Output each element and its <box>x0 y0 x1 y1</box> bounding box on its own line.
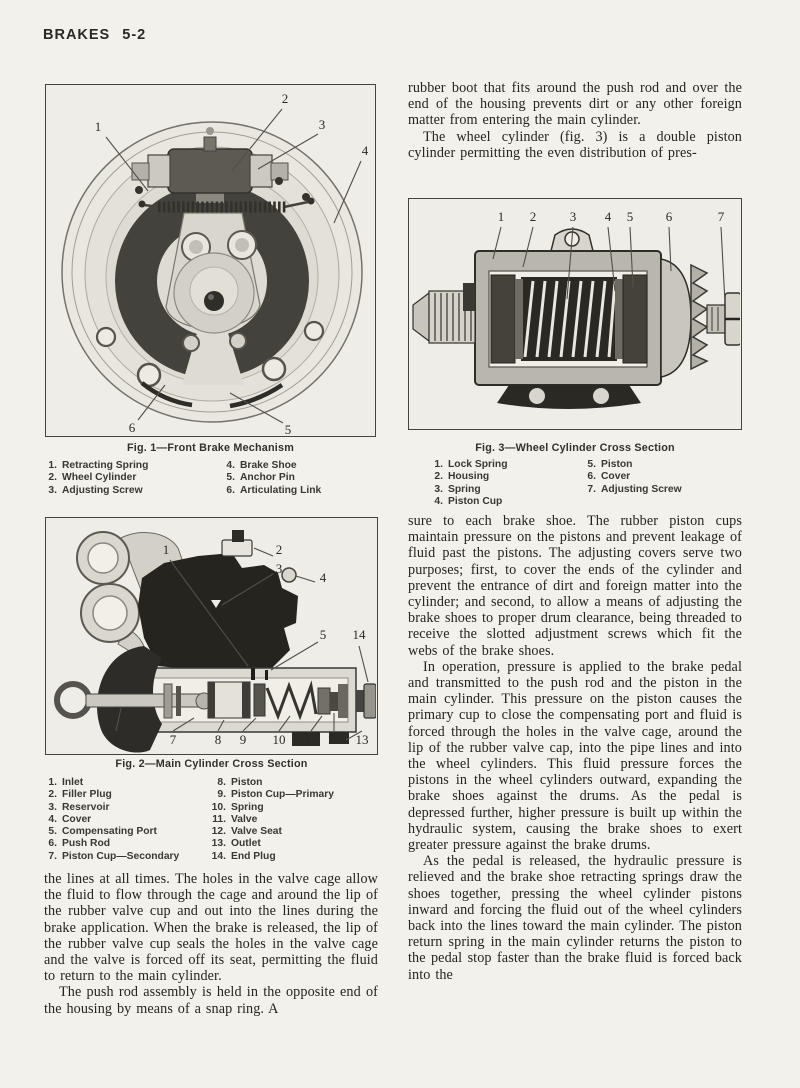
figure2-callout-8: 8 <box>214 732 222 747</box>
legend-number: 4. <box>226 460 235 471</box>
figure3-callout-3: 3 <box>569 209 577 224</box>
figure-2-main-cylinder-cross-section <box>45 517 378 755</box>
legend-number: 7. <box>48 850 57 862</box>
legend-number: 14. <box>211 850 226 862</box>
legend-label: Valve Seat <box>231 826 282 838</box>
paragraph: sure to each brake shoe. The rubber piston cups maintain pressure on the pistons and prevent leakage of fluid past the pistons. The adjusting covers serve two purposes; first, to cover the ends of the cylinder and prevent the entrance of dirt and foreign matter into the cylinder; and second, to allow a means of adjusting the brake shoes to proper drum clearance, being threaded to receive the slotted adjustment screws which fit the webs of the brake shoes. <box>408 513 742 659</box>
figure-1-legend-right <box>222 460 321 497</box>
legend-number: 6. <box>587 471 596 483</box>
legend-item <box>44 838 179 850</box>
legend-label: Inlet <box>62 777 84 788</box>
legend-label: Piston <box>601 459 633 470</box>
figure2-callout-6: 6 <box>112 732 120 747</box>
right-column-text-bottom <box>408 513 742 983</box>
legend-number: 2. <box>48 789 57 801</box>
legend-item <box>430 496 508 508</box>
legend-label: Cover <box>601 471 631 483</box>
figure1-callout-1: 1 <box>94 119 102 134</box>
legend-item <box>583 459 682 471</box>
legend-label: Articulating Link <box>240 484 322 496</box>
legend-number: 1. <box>48 777 57 788</box>
legend-number: 3. <box>48 484 57 496</box>
legend-label: Compensating Port <box>62 826 157 838</box>
legend-number: 2. <box>48 472 57 484</box>
figure1-callout-5: 5 <box>284 422 292 435</box>
legend-item <box>44 485 148 497</box>
legend-number: 2. <box>434 471 443 483</box>
figure2-callout-13: 13 <box>355 732 369 747</box>
legend-item <box>205 777 334 789</box>
legend-item <box>205 789 334 801</box>
legend-label: Spring <box>231 801 264 813</box>
figure3-callout-1: 1 <box>497 209 505 224</box>
figure2-callout-7: 7 <box>169 732 177 747</box>
paragraph: In operation, pressure is applied to the brake pedal and transmitted to the push rod and the piston in the main cylinder. This pressure on the piston causes the primary cup to close the compensating port and fluid is forced through the holes in the valve cage, around the lip of the rubber valve cap, into the pipe lines and into the wheel cylinders. This fluid pressure forces the pistons in the wheel cylinders outward, expanding the brake shoes against the drums. As the pedal is depressed further, higher pressure is built up within the hydraulic system, causing the brake shoes to exert greater pressure against the brake drums. <box>408 658 742 854</box>
legend-label: Filler Plug <box>62 789 112 801</box>
legend-number: 11. <box>212 813 226 825</box>
legend-label: Wheel Cylinder <box>62 472 137 484</box>
figure-2-legend-right <box>205 777 334 863</box>
legend-item <box>44 472 148 484</box>
figure1-callout-2: 2 <box>281 91 289 106</box>
legend-number: 7. <box>587 483 596 495</box>
paragraph: The wheel cylinder (fig. 3) is a double piston cylinder permitting the even distribution of pres- <box>408 128 742 161</box>
legend-number: 6. <box>48 838 57 850</box>
legend-item <box>44 802 179 814</box>
figure1-callout-6: 6 <box>128 420 136 435</box>
legend-label: Piston Cup <box>448 495 503 507</box>
legend-item <box>44 814 179 826</box>
legend-item <box>205 826 334 838</box>
legend-label: Brake Shoe <box>240 460 297 471</box>
legend-label: End Plug <box>231 850 276 862</box>
legend-item <box>430 484 508 496</box>
figure2-callout-1: 1 <box>162 542 170 557</box>
legend-label: Housing <box>448 471 490 483</box>
figure2-callout-9: 9 <box>239 732 247 747</box>
legend-item <box>583 484 682 496</box>
legend-number: 1. <box>434 459 443 470</box>
figure1-callout-4: 4 <box>361 143 369 158</box>
legend-number: 13. <box>211 838 226 850</box>
figure2-callout-11: 11 <box>304 732 318 747</box>
figure1-callout-3: 3 <box>318 117 326 132</box>
legend-item <box>430 459 508 471</box>
figure3-callout-6: 6 <box>665 209 673 224</box>
legend-label: Lock Spring <box>448 459 508 470</box>
legend-number: 3. <box>434 483 443 495</box>
legend-label: Piston <box>231 777 263 788</box>
legend-item <box>205 802 334 814</box>
figure-2-drawing <box>46 518 376 753</box>
figure-1-front-brake-mechanism <box>45 84 376 437</box>
legend-item <box>44 789 179 801</box>
right-column-text-top <box>408 80 742 161</box>
legend-number: 3. <box>48 801 57 813</box>
figure2-callout-4: 4 <box>319 570 327 585</box>
figure3-callout-2: 2 <box>529 209 537 224</box>
legend-number: 6. <box>226 484 235 496</box>
legend-item <box>44 851 179 863</box>
figure-1-legend-left <box>44 460 148 497</box>
legend-label: Reservoir <box>62 801 110 813</box>
legend-label: Adjusting Screw <box>62 484 143 496</box>
paragraph: The push rod assembly is held in the opposite end of the housing by means of a snap ring. A <box>44 984 378 1017</box>
figure3-callout-4: 4 <box>604 209 612 224</box>
legend-number: 12. <box>211 826 226 838</box>
legend-number: 5. <box>587 459 596 470</box>
legend-item <box>205 814 334 826</box>
figure-3-caption: Fig. 3—Wheel Cylinder Cross Section <box>475 442 675 454</box>
paragraph: As the pedal is released, the hydraulic pressure is relieved and the brake shoe retracting springs draw the shoes together, pressing the wheel cylinder pistons inward and forcing the fluid out of the wheel cylinders back into the lines toward the main cylinder. The piston return spring in the main cylinder returns the piston to the pedal stop faster than the brake fluid is forced back into the <box>408 853 742 983</box>
legend-item <box>222 472 321 484</box>
figure-3-wheel-cylinder-cross-section <box>408 198 742 430</box>
page-header: BRAKES 5-2 <box>43 27 147 43</box>
legend-number: 9. <box>217 789 226 801</box>
legend-label: Adjusting Screw <box>601 483 682 495</box>
legend-number: 5. <box>226 472 235 484</box>
legend-label: Valve <box>231 813 258 825</box>
legend-label: Cover <box>62 813 92 825</box>
legend-label: Outlet <box>231 838 261 850</box>
figure-1-drawing <box>46 85 374 435</box>
legend-item <box>222 485 321 497</box>
figure-2-caption: Fig. 2—Main Cylinder Cross Section <box>115 758 308 770</box>
legend-item <box>222 460 321 472</box>
legend-number: 4. <box>48 813 57 825</box>
figure2-callout-3: 3 <box>275 561 283 576</box>
figure3-callout-7: 7 <box>717 209 725 224</box>
legend-number: 10. <box>211 801 226 813</box>
paragraph: the lines at all times. The holes in the valve cage allow the fluid to flow through the cage and around the lip of the rubber valve cup and out into the lines during the brake application. When the brake is released, the lip of the rubber valve cup seals the holes in the valve cage and the valve is forced off its seat, permitting the fluid to return to the main cylinder. <box>44 871 378 985</box>
figure-3-drawing <box>409 199 740 428</box>
left-column-text <box>44 871 378 1017</box>
figure-3-legend-left <box>430 459 508 508</box>
legend-item <box>205 851 334 863</box>
figure2-callout-12: 12 <box>327 732 341 747</box>
legend-item <box>44 460 148 472</box>
legend-number: 5. <box>48 826 57 838</box>
legend-label: Piston Cup—Primary <box>231 789 334 801</box>
figure-2-legend-left <box>44 777 179 863</box>
legend-label: Piston Cup—Secondary <box>62 850 180 862</box>
legend-number: 8. <box>217 777 226 788</box>
legend-item <box>44 826 179 838</box>
figure-3-legend-right <box>583 459 682 496</box>
paragraph: rubber boot that fits around the push rod and over the end of the housing prevents dirt or any other foreign matter from entering the main cylinder. <box>408 80 742 129</box>
legend-item <box>430 471 508 483</box>
figure2-callout-2: 2 <box>275 542 283 557</box>
legend-item <box>205 838 334 850</box>
legend-number: 1. <box>48 460 57 471</box>
legend-label: Spring <box>448 483 481 495</box>
figure2-callout-5: 5 <box>319 627 327 642</box>
figure3-callout-5: 5 <box>626 209 634 224</box>
legend-item <box>44 777 179 789</box>
legend-label: Retracting Spring <box>62 460 149 471</box>
legend-label: Anchor Pin <box>240 472 295 484</box>
legend-label: Push Rod <box>62 838 111 850</box>
figure2-callout-14: 14 <box>352 627 366 642</box>
legend-number: 4. <box>434 495 443 507</box>
legend-item <box>583 471 682 483</box>
figure2-callout-10: 10 <box>272 732 286 747</box>
figure-1-caption: Fig. 1—Front Brake Mechanism <box>127 442 294 454</box>
